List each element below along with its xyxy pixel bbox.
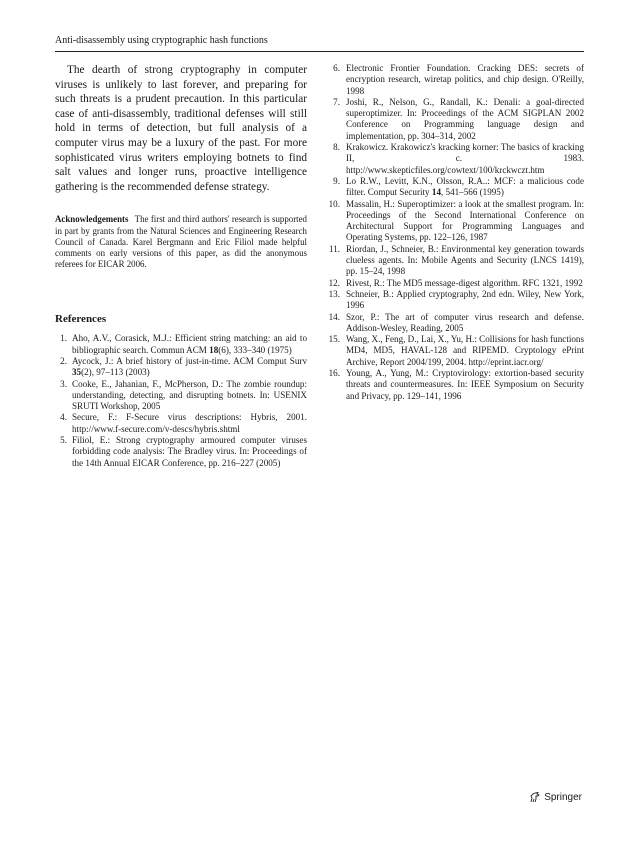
acknowledgements-text: The first and third authors' research is supported in part by grants from the Natural Sciences and Engineering Research Council of Canada. Karel Bergmann and Eric Filiol made helpful comments on early versions of this paper, as did the anonymous referees for EICAR 2006. [55,214,307,270]
publisher-name: Springer [544,792,582,803]
reference-item [326,312,584,335]
reference-number: 10. [328,198,340,209]
reference-text: Rivest, R.: The MD5 message-digest algorithm. RFC 1321, 1992 [346,277,583,288]
reference-text: Electronic Frontier Foundation. Cracking DES: secrets of encryption research, wiretap politics, and chip design. O'Reilly, 1998 [346,63,584,96]
header-rule [55,51,584,52]
reference-item [326,63,584,97]
reference-text: Joshi, R., Nelson, G., Randall, K.: Denali: a goal-directed superoptimizer. In: Proceedings of the ACM SIGPLAN 2002 Conference on Programming language design and implementation, pp. 304–314, 2002 [346,96,584,141]
reference-item [326,199,584,244]
reference-number: 13. [328,288,340,299]
publisher-logo [529,792,582,803]
reference-text: Aycock, J.: A brief history of just-in-time. ACM Comput Surv [72,355,307,366]
reference-item [326,289,584,312]
reference-number: 16. [328,368,340,379]
reference-number: 15. [328,334,340,345]
reference-text: Krakowicz. Krakowicz's kracking korner: The basics of kracking II, c. 1983. http://www.skepticfiles.org/cowtext/100/krckwczt.htm [346,142,584,175]
reference-item [55,333,307,356]
body-paragraph: The dearth of strong cryptography in computer viruses is unlikely to last forever, and preparing for such threats is a prudent precaution. In this particular case of anti-disassembly, traditional defenses will still hold in terms of detection, but full analysis of a computer virus may be a luxury of the past. For more sophisticated virus writers employing botnets to find salt values and longer runs, proactive intelligence gathering is the recommended defense strategy. [55,64,307,193]
running-header: Anti-disassembly using cryptographic hash functions [55,35,268,46]
reference-text: Filiol, E.: Strong cryptography armoured computer viruses forbidding code analysis: The Bradley virus. In: Proceedings of the 14th Annual EICAR Conference, pp. 216–227 (2005) [72,435,307,468]
springer-horse-icon [529,792,541,803]
reference-number: 5. [60,435,67,446]
reference-text: Secure, F.: F-Secure virus descriptions: Hybris, 2001. http://www.f-secure.com/v-descs/hybris.shtml [72,412,307,434]
reference-number: 8. [333,142,340,153]
reference-text: Cooke, E., Jahanian, F., McPherson, D.: The zombie roundup: understanding, detecting, and disrupting botnets. In: USENIX SRUTI Workshop, 2005 [72,378,307,412]
reference-text: Aho, A.V., Corasick, M.J.: Efficient string matching: an aid to bibliographic search. Commun ACM [72,333,307,355]
reference-number: 2. [60,355,67,366]
reference-text-end: (6), 333–340 (1975) [218,344,292,355]
reference-item [326,278,584,289]
reference-number: 9. [333,175,340,186]
right-column [326,63,584,402]
reference-number: 3. [60,378,67,389]
reference-item [55,379,307,413]
reference-text: Young, A., Yung, M.: Cryptovirology: extortion-based security threats and countermeasures. In: IEEE Symposium on Security and Privacy, pp. 129–141, 1996 [346,368,584,401]
reference-text: Massalin, H.: Superoptimizer: a look at the smallest program. In: Proceedings of the Second International Conference on Architectural Support for Programming Languages and Operating Systems, pp. 122–126, 1987 [346,198,584,243]
reference-number: 1. [60,333,67,344]
reference-list-right [326,63,584,402]
reference-item [326,334,584,368]
references-heading: References [55,313,107,326]
reference-list-left [55,333,307,469]
reference-volume: 35 [72,367,82,378]
acknowledgements [55,214,307,270]
reference-item [326,244,584,278]
reference-text: Riordan, J., Schneier, B.: Environmental key generation towards clueless agents. In: Mobile Agents and Security (LNCS 1419), pp. 15–24, 1998 [346,243,584,277]
reference-number: 14. [328,311,340,322]
reference-number: 11. [328,243,340,254]
reference-item [326,97,584,142]
left-column [55,63,307,469]
reference-number: 6. [333,63,340,73]
reference-item [55,435,307,469]
reference-item [326,142,584,176]
reference-item [55,356,307,379]
reference-text-end: (2), 97–113 (2003) [81,367,150,378]
reference-text: Wang, X., Feng, D., Lai, X., Yu, H.: Collisions for hash functions MD4, MD5, HAVAL-128 and RIPEMD. Cryptology ePrint Archive, Report 2004/199, 2004. http://eprint.iacr.org/ [346,334,584,367]
reference-volume: 18 [209,344,219,355]
reference-text: Schneier, B.: Applied cryptography, 2nd edn. Wiley, New York, 1996 [346,288,584,311]
acknowledgements-label: Acknowledgements [55,214,129,225]
reference-text-end: , 541–566 (1995) [440,187,504,198]
reference-number: 7. [333,96,340,107]
reference-number: 4. [60,412,67,423]
reference-volume: 14 [431,187,441,198]
reference-item [326,368,584,402]
reference-item [55,412,307,435]
reference-item [326,176,584,199]
reference-number: 12. [328,277,340,288]
reference-text: Szor, P.: The art of computer virus research and defense. Addison-Wesley, Reading, 2005 [346,311,584,333]
reference-text: Lo R.W., Levitt, K.N., Olsson, R.A..: MCF: a malicious code filter. Comput Security [346,175,584,198]
